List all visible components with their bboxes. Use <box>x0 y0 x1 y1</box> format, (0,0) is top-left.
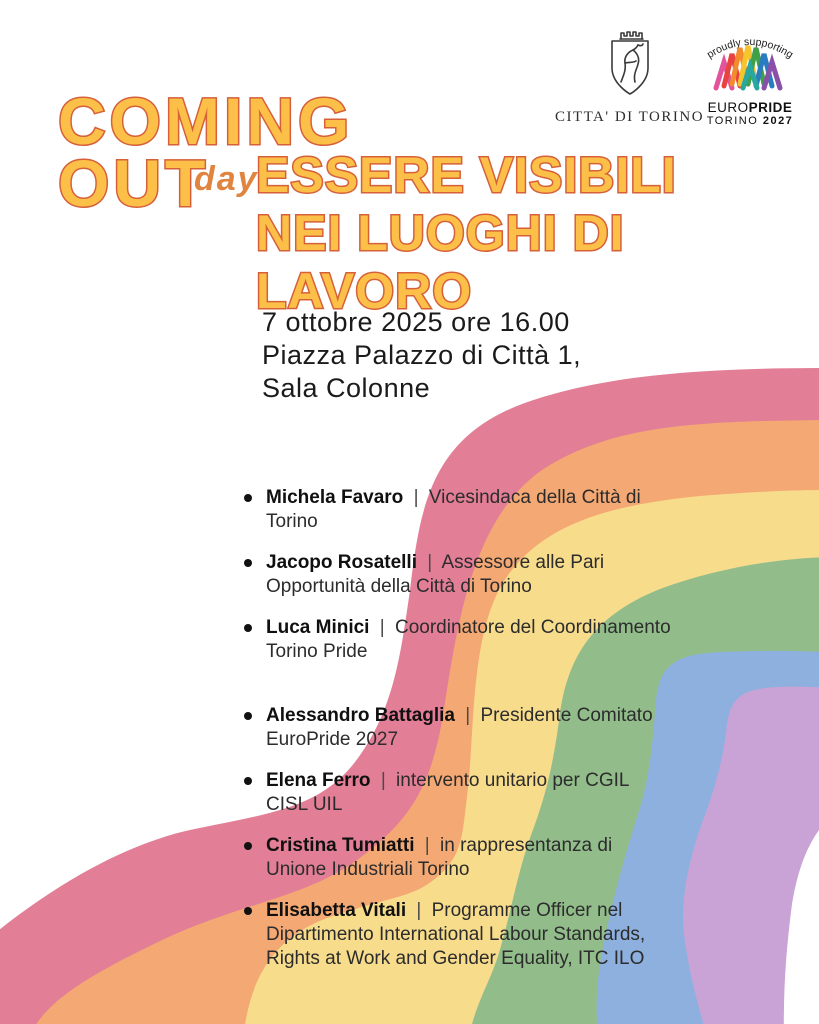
title-coming: COMING <box>58 84 354 158</box>
speaker-name: Elena Ferro <box>266 770 371 791</box>
speaker-separator: | <box>413 487 419 508</box>
speaker-item <box>238 769 674 817</box>
title-lavoro: LAVORO <box>256 263 473 319</box>
speaker-name: Cristina Tumiatti <box>266 835 415 856</box>
europride-year: 2027 <box>762 115 794 127</box>
speaker-item <box>238 551 674 599</box>
bullet-icon <box>244 842 252 850</box>
bullet-icon <box>244 907 252 915</box>
speaker-separator: | <box>380 770 386 791</box>
citta-di-torino-logo <box>552 30 707 126</box>
speaker-name: Alessandro Battaglia <box>266 705 455 726</box>
speaker-separator: | <box>416 900 422 921</box>
europride-wordmark-pride: PRIDE <box>748 100 793 115</box>
speaker-role: Vicesindaca della Città di Torino <box>266 487 641 532</box>
europride-wordmark-euro: EURO <box>707 100 749 115</box>
title-essere-visibili: ESSERE VISIBILI <box>256 147 677 203</box>
speaker-separator: | <box>427 552 433 573</box>
speaker-item <box>238 704 674 752</box>
speaker-separator: | <box>424 835 430 856</box>
torino-crest-icon <box>604 30 656 100</box>
event-info <box>262 306 581 405</box>
title-nei-luoghi-di: NEI LUOGHI DI <box>256 205 625 261</box>
speaker-role: Presidente Comitato EuroPride 2027 <box>266 705 653 750</box>
speaker-role: Programme Officer nel Dipartimento International Labour Standards, Rights at Work and Gender Equality, ITC ILO <box>266 900 646 969</box>
bullet-icon <box>244 712 252 720</box>
europride-city: TORINO <box>706 115 759 127</box>
speaker-item <box>238 486 674 534</box>
speaker-role: in rappresentanza di Unione Industriali Torino <box>266 835 613 880</box>
speaker-name: Luca Minici <box>266 617 370 638</box>
speaker-name: Elisabetta Vitali <box>266 900 407 921</box>
speaker-separator: | <box>465 705 471 726</box>
event-address: Piazza Palazzo di Città 1, <box>262 340 582 370</box>
bullet-icon <box>244 777 252 785</box>
speaker-item <box>238 899 674 971</box>
bullet-icon <box>244 624 252 632</box>
speakers-list <box>238 486 674 988</box>
speaker-name: Michela Favaro <box>266 487 404 508</box>
europride-tagline: proudly supporting <box>704 35 796 61</box>
speaker-role: intervento unitario per CGIL CISL UIL <box>266 770 629 815</box>
speaker-name: Jacopo Rosatelli <box>266 552 417 573</box>
speaker-role: Coordinatore del Coordinamento Torino Pride <box>266 617 671 662</box>
europride-logo <box>694 22 806 128</box>
speaker-role: Assessore alle Pari Opportunità della Città di Torino <box>266 552 605 597</box>
europride-city-year <box>694 115 806 128</box>
europride-figures-icon <box>694 22 806 98</box>
speaker-item <box>238 834 674 882</box>
event-venue: Sala Colonne <box>262 373 431 403</box>
event-datetime: 7 ottobre 2025 ore 16.00 <box>262 307 570 337</box>
title-day: day <box>194 160 259 198</box>
bullet-icon <box>244 559 252 567</box>
title-out: OUT <box>58 146 210 220</box>
bullet-icon <box>244 494 252 502</box>
torino-logo-caption: CITTA' DI TORINO <box>554 109 705 125</box>
europride-wordmark <box>694 101 806 115</box>
speaker-separator: | <box>379 617 385 638</box>
speaker-item <box>238 616 674 664</box>
